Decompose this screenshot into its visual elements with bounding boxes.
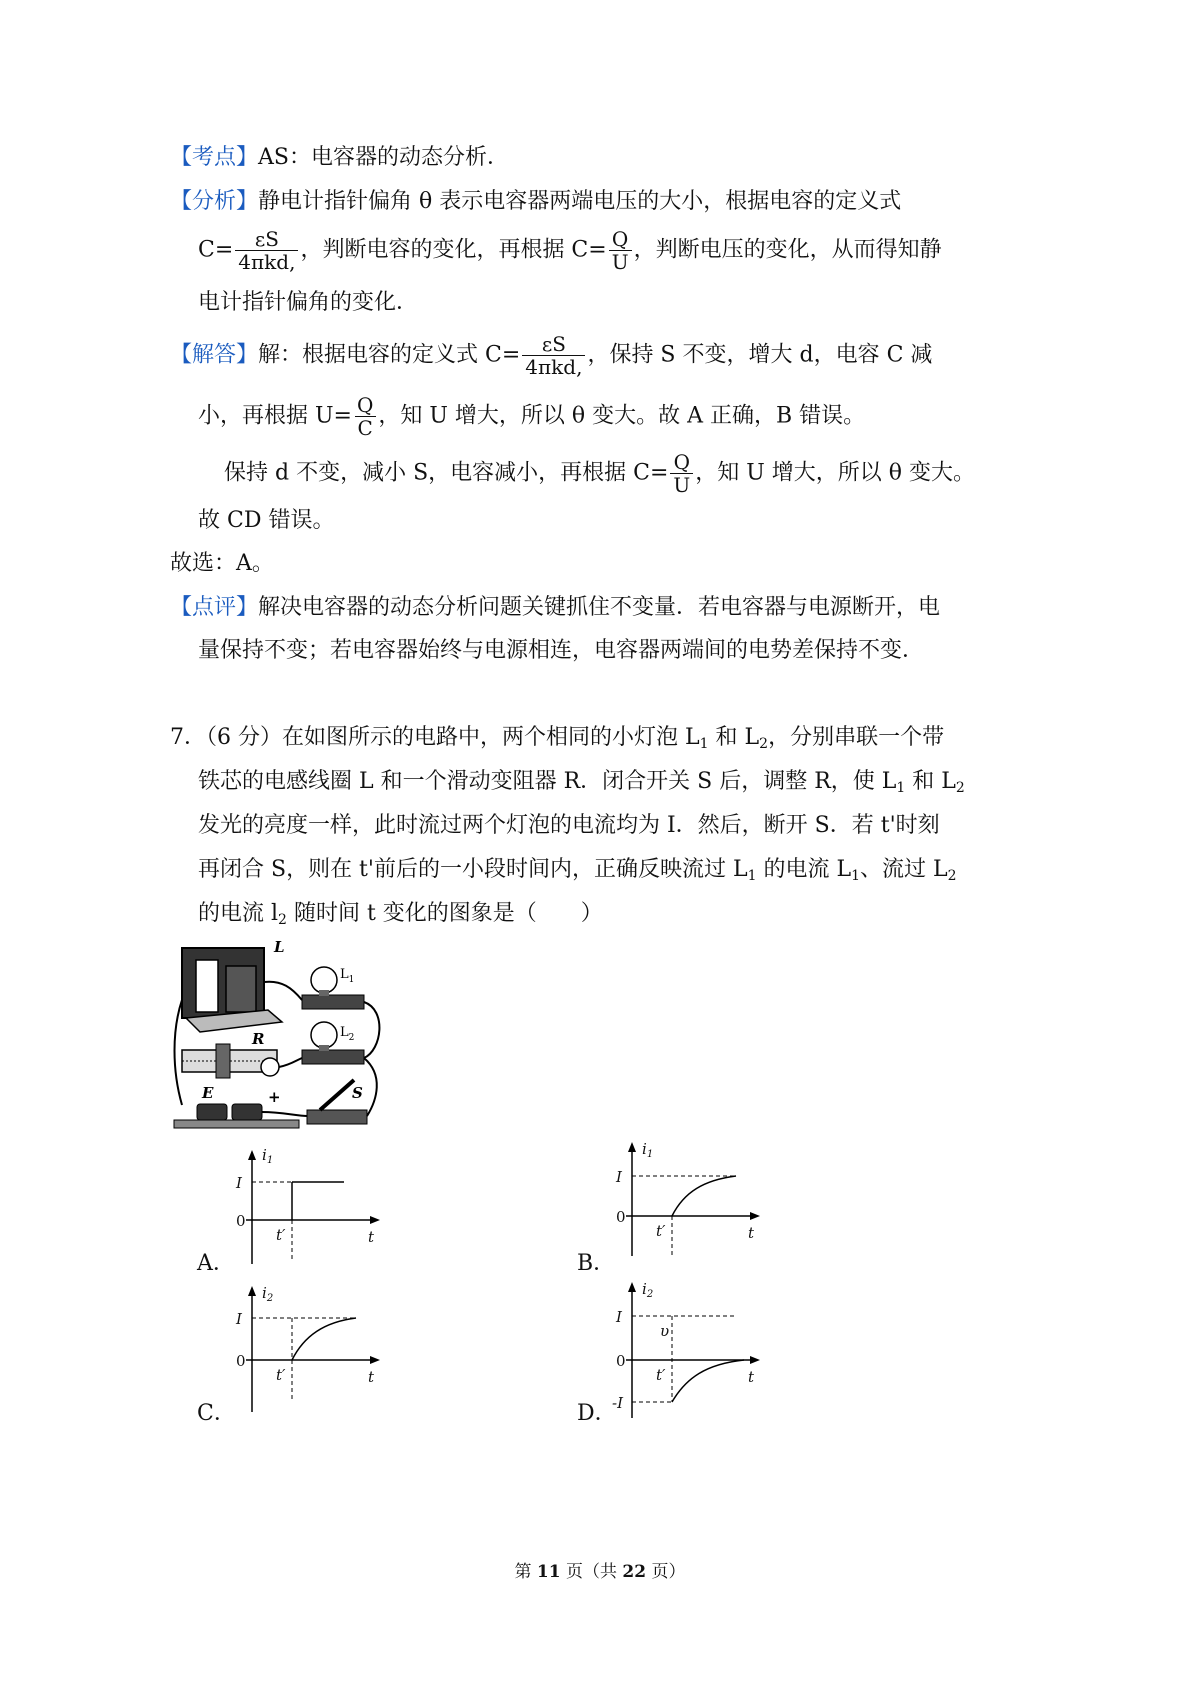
page-number: 11 [536, 1562, 561, 1582]
option-a-graph [228, 1148, 388, 1268]
svg-text:L1: $L_1$ [340, 967, 355, 985]
jieda-text-3b: ，知 U 增大，所以 θ 变大。 [695, 460, 976, 486]
svg-text:I: I [236, 1174, 242, 1192]
svg-text:i2: $i_2$ [262, 1284, 274, 1304]
battery [197, 1104, 227, 1120]
fenxi-line-2 [198, 228, 942, 273]
question-line-5: 的电流 $l_2$ 随时间 t 变化的图象是（ ） [198, 901, 603, 928]
svg-text:t: t [368, 1368, 375, 1386]
svg-text:I: I [616, 1308, 622, 1326]
jieda-fraction-3: $\frac{Q}{U}$ [670, 451, 693, 496]
jieda-fraction-1: $\frac{\varepsilon S}{\text{4πkd,}}$ [522, 333, 585, 378]
svg-text:i2: $i_2$ [642, 1280, 654, 1300]
option-d-curve [672, 1360, 744, 1402]
switch-lever [320, 1080, 354, 1110]
jieda-line-2 [198, 394, 865, 439]
svg-text:t′: t′ [276, 1226, 286, 1244]
svg-text:υ: υ [660, 1322, 670, 1340]
label-L: L [274, 940, 285, 956]
svg-text:0: 0 [236, 1352, 246, 1370]
fenxi-tag: 【分析】 [170, 189, 259, 214]
fenxi-line-3 [198, 288, 418, 318]
jieda-text-3a: 保持 d 不变，减小 S，电容减小，再根据 C= [224, 460, 669, 486]
kaodian-text: AS：电容器的动态分析． [258, 145, 509, 170]
svg-text:L2: $L_2$ [340, 1025, 355, 1043]
svg-text:t: t [748, 1368, 755, 1386]
svg-text:t′: t′ [656, 1366, 666, 1384]
jieda-text-1a: 解：根据电容的定义式 C= [258, 342, 521, 368]
kaodian-tag: 【考点】 [170, 145, 259, 170]
jieda-tag: 【解答】 [170, 342, 259, 368]
svg-text:t: t [748, 1224, 755, 1242]
question-points: （6 分） [206, 725, 282, 750]
fenxi-c-eq: C= [198, 237, 234, 263]
question-line-4: 再闭合 S，则在 t'前后的一小段时间内，正确反映流过 $L_1$ 的电流 $L_1$、流过 $L_2$ [198, 857, 957, 884]
option-a-label[interactable]: A． [197, 1251, 235, 1276]
label-R: R [252, 1030, 265, 1048]
bulb-L1 [311, 967, 337, 993]
bulb-L1-base [302, 995, 364, 1009]
jieda-line-1 [170, 333, 932, 378]
svg-text:I: I [616, 1168, 622, 1186]
option-b-graph [608, 1140, 768, 1260]
jieda-line-4 [198, 506, 334, 536]
jieda-text-2a: 小，再根据 U= [198, 403, 352, 429]
page-total: 22 [622, 1562, 647, 1582]
fenxi-text-4: 电计指针偏角的变化． [198, 290, 419, 315]
option-c-curve [292, 1318, 356, 1360]
option-c-graph [228, 1284, 388, 1414]
bulb-L2-base [302, 1050, 364, 1064]
option-b-label[interactable]: B． [577, 1251, 616, 1276]
dianping-tag: 【点评】 [170, 595, 259, 620]
svg-text:t: t [368, 1228, 375, 1246]
svg-text:+: + [268, 1088, 281, 1106]
label-E: E [202, 1084, 214, 1102]
answer-text: 故选：A。 [170, 551, 274, 576]
dianping-line-2 [198, 636, 924, 666]
question-line-2: 铁芯的电感线圈 L 和一个滑动变阻器 R．闭合开关 S 后，调整 R，使 $L_1$ 和 $L_2$ [198, 769, 965, 796]
bulb-L2 [311, 1022, 337, 1048]
question-line-1: 7．（6 分）在如图所示的电路中，两个相同的小灯泡 $L_1$ 和 $L_2$，分别串联一个带 [170, 725, 945, 752]
page-footer: 第 11 页（共 22 页） [514, 1562, 686, 1582]
fenxi-text-2: ，判断电容的变化，再根据 C= [300, 237, 607, 263]
fenxi-line-1 [170, 187, 901, 217]
jieda-text-2b: ，知 U 增大，所以 θ 变大。故 A 正确，B 错误。 [378, 403, 866, 429]
option-b-curve [672, 1176, 736, 1216]
option-c-label[interactable]: C． [197, 1401, 236, 1426]
dianping-text-2: 量保持不变；若电容器始终与电源相连，电容器两端间的电势差保持不变． [198, 638, 925, 663]
jieda-line-3 [224, 451, 975, 496]
jieda-text-1b: ，保持 S 不变，增大 d，电容 C 减 [587, 342, 933, 368]
svg-text:i1: $i_1$ [262, 1148, 274, 1166]
svg-text:i1: $i_1$ [642, 1140, 654, 1160]
dianping-line-1 [170, 593, 940, 623]
question-number: 7． [170, 725, 206, 750]
option-d-graph [608, 1280, 768, 1420]
svg-text:0: 0 [616, 1208, 626, 1226]
svg-text:0: 0 [236, 1212, 246, 1230]
kaodian-line [170, 143, 509, 173]
svg-text:0: 0 [616, 1352, 626, 1370]
jieda-fraction-2: $\frac{Q}{C}$ [354, 394, 376, 439]
question-line-3: 发光的亮度一样，此时流过两个灯泡的电流均为 I．然后，断开 S．若 t'时刻 [198, 813, 940, 838]
option-d-label[interactable]: D． [577, 1401, 617, 1426]
dianping-text-1: 解决电容器的动态分析问题关键抓住不变量．若电容器与电源断开，电 [258, 595, 941, 620]
fenxi-fraction-2: $\frac{Q}{U}$ [609, 228, 632, 273]
fenxi-text-3: ，判断电压的变化，从而得知静 [633, 237, 942, 263]
switch-base [307, 1110, 367, 1124]
fenxi-fraction-1: $\frac{\varepsilon S}{\text{4πkd,}}$ [235, 228, 298, 273]
circuit-diagram [172, 940, 392, 1130]
svg-text:t′: t′ [276, 1366, 286, 1384]
svg-text:t′: t′ [656, 1222, 666, 1240]
fenxi-text-1: 静电计指针偏角 θ 表示电容器两端电压的大小，根据电容的定义式 [258, 189, 902, 214]
answer-line [170, 549, 274, 579]
svg-text:-I: -I [612, 1394, 623, 1412]
label-S: S [352, 1084, 363, 1102]
jieda-text-4: 故 CD 错误。 [198, 508, 335, 533]
svg-text:I: I [236, 1310, 242, 1328]
